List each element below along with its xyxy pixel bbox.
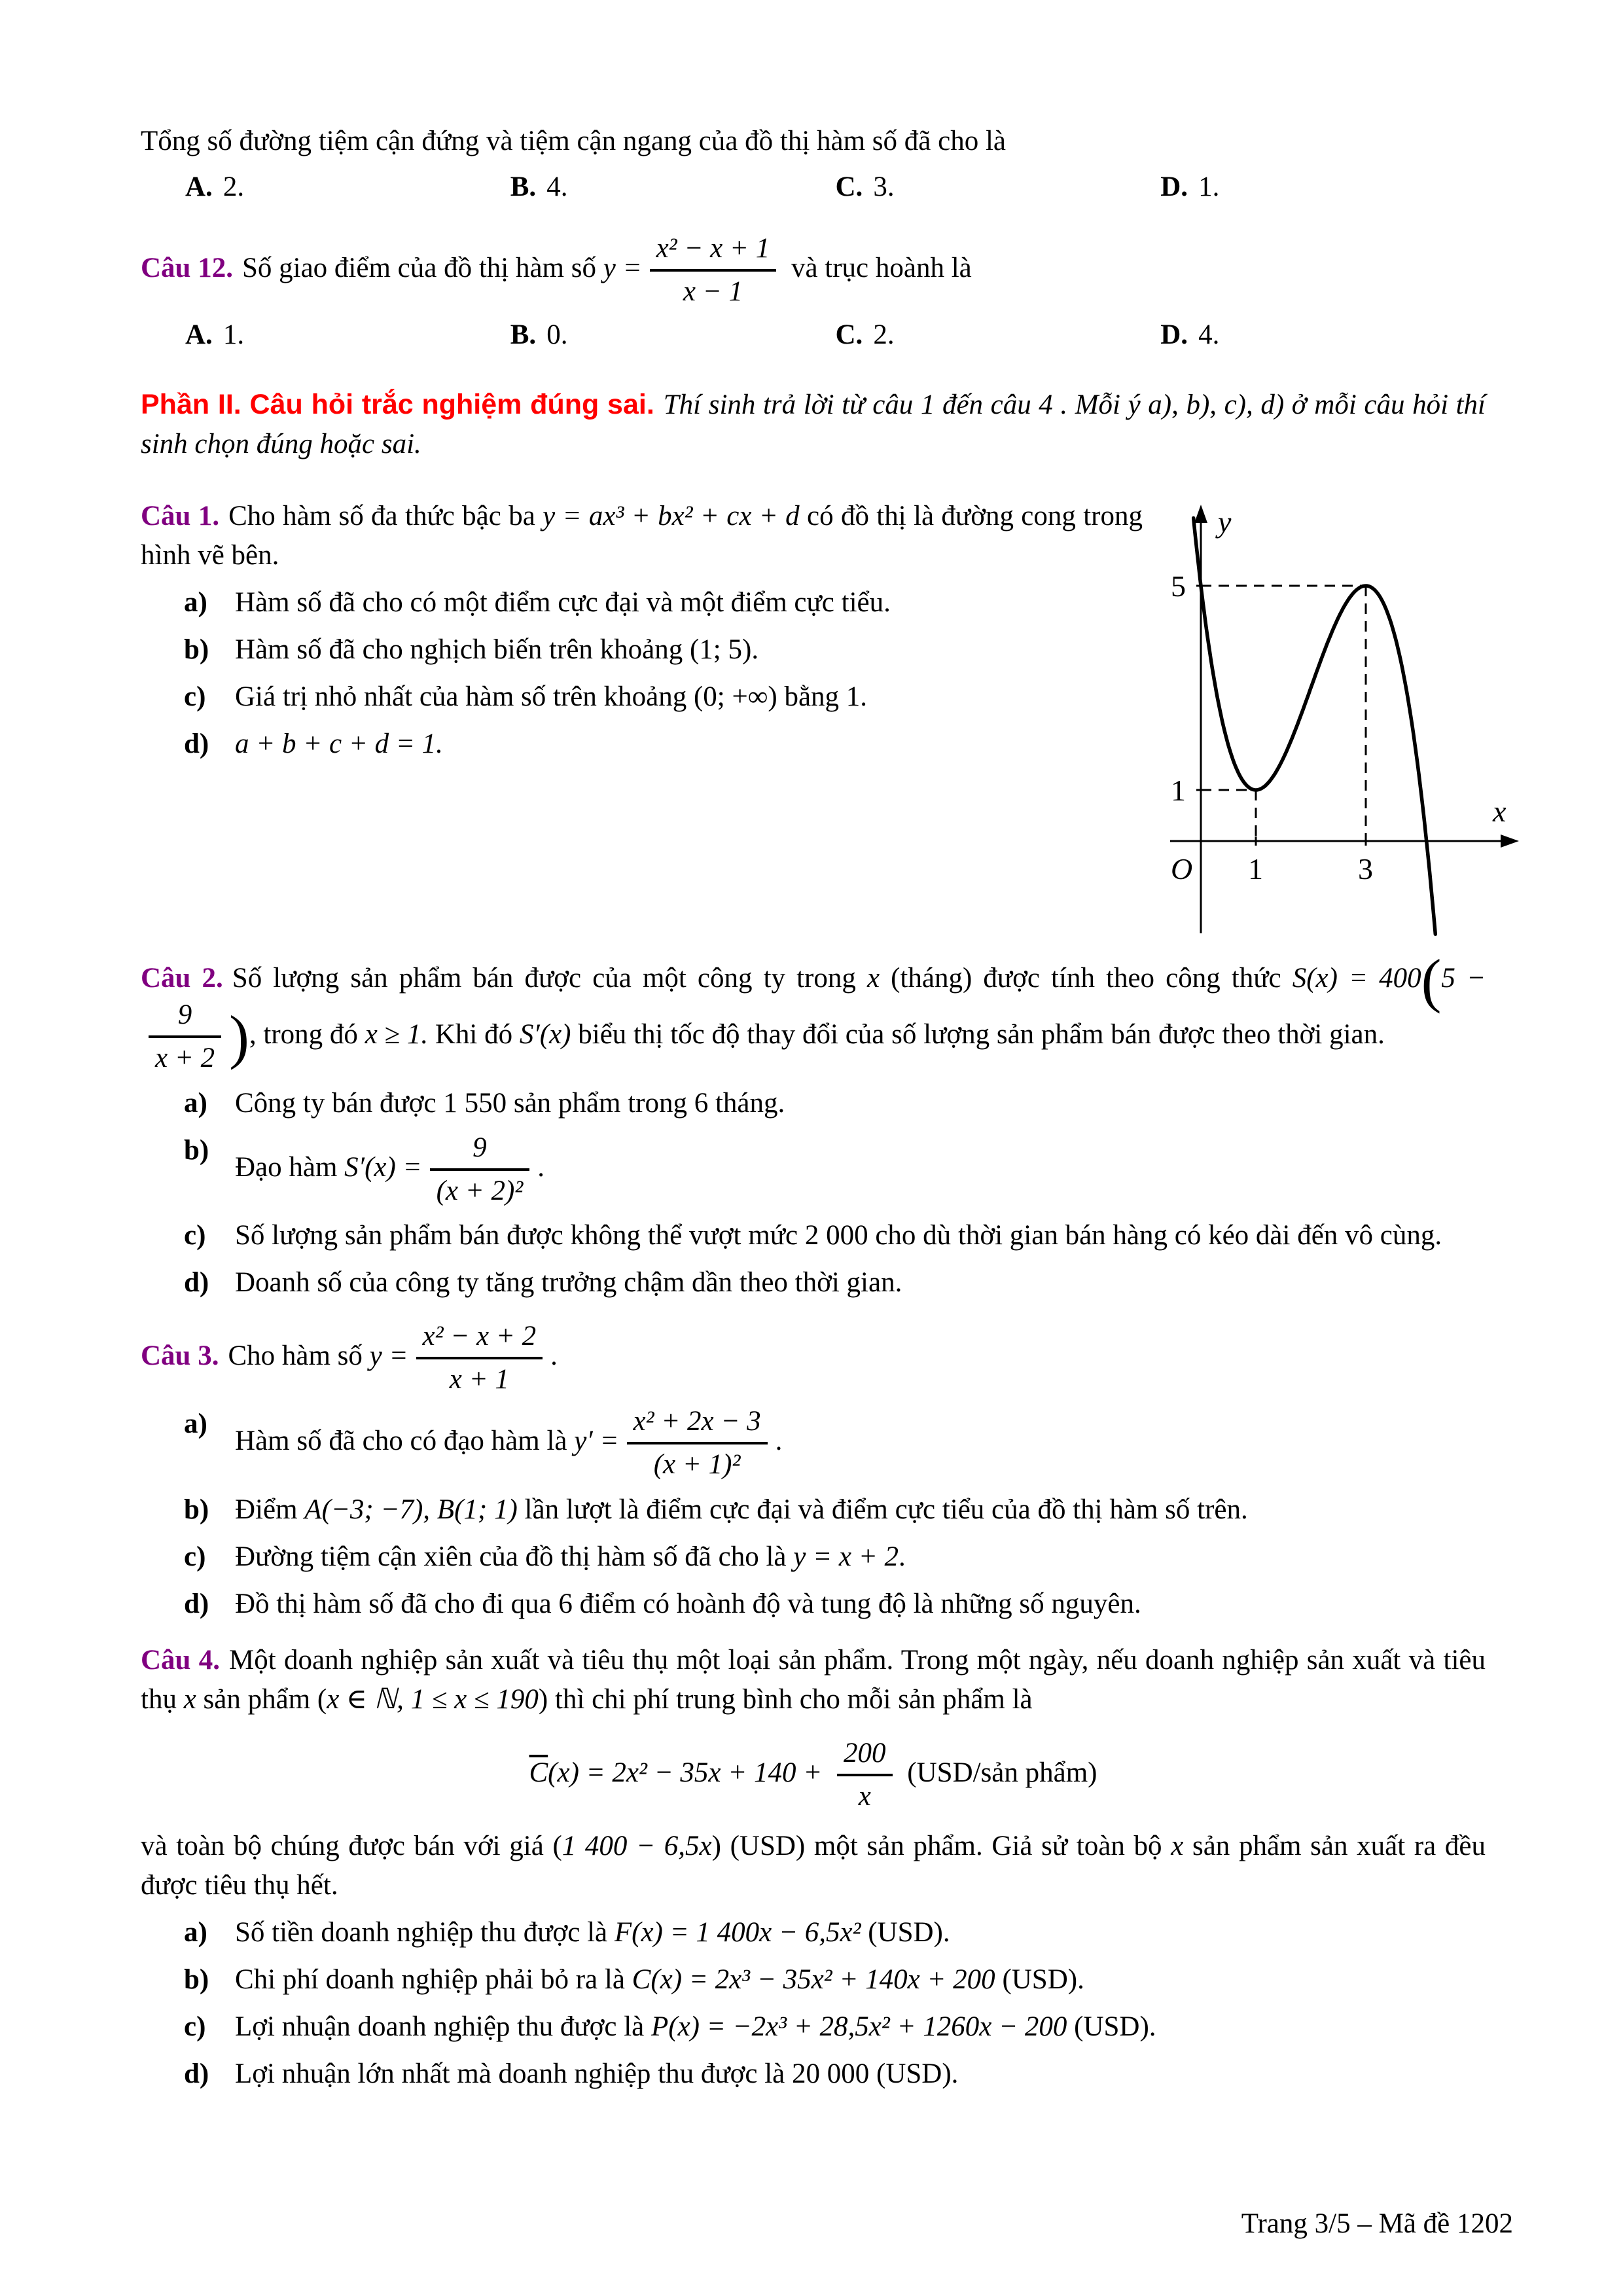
- q4-p1-m2: x ∈ ℕ, 1 ≤ x ≤ 190: [327, 1683, 539, 1715]
- item-text: [235, 2054, 1486, 2094]
- item-label: d): [184, 1266, 209, 1298]
- item-label: b): [184, 1964, 209, 1995]
- item-pre: Số tiền doanh nghiệp thu được là: [235, 1916, 615, 1948]
- option-text: 1.: [223, 319, 245, 351]
- item-label: b): [184, 634, 209, 666]
- item-text: [235, 1960, 1486, 2000]
- item-label: c): [184, 681, 206, 713]
- q2-formula-lhs: S(x) = 400: [1292, 963, 1421, 994]
- q2-stem-7: biểu thị tốc độ thay đổi của số lượng sản phẩm bán được theo thời gian.: [571, 1019, 1385, 1050]
- svg-text:O: O: [1171, 852, 1193, 886]
- item-text: [235, 1490, 1486, 1530]
- part2-paragraph: [141, 385, 1486, 464]
- fraction-denominator: x: [837, 1774, 893, 1814]
- item-text: [235, 1131, 1486, 1208]
- q2-label: Câu 2.: [141, 963, 223, 994]
- option-label: C.: [835, 171, 863, 202]
- item-math: y′ =: [574, 1426, 619, 1457]
- fraction-numerator: x² − x + 1: [656, 233, 770, 264]
- item-text: Công ty bán được 1 550 sản phẩm trong 6 tháng.: [235, 1087, 785, 1119]
- q12-stem-before: Số giao điểm của đồ thị hàm số: [241, 253, 603, 284]
- item-label: b): [184, 1134, 209, 1166]
- q4-fraction: [837, 1736, 893, 1814]
- q1-stem-math: y = ax³ + bx² + cx + d: [543, 501, 800, 532]
- part-2-heading: [141, 385, 1486, 464]
- q11-stem: [141, 122, 1486, 161]
- item-pre: Lợi nhuận doanh nghiệp thu được là: [235, 2011, 652, 2042]
- q1-item-b: [141, 630, 1143, 670]
- option-text: 4.: [1198, 319, 1220, 351]
- fraction-denominator: x − 1: [650, 269, 777, 309]
- q2-item-d: [141, 1263, 1486, 1302]
- option-label: A.: [185, 319, 213, 351]
- fraction-numerator: 9: [473, 1132, 487, 1163]
- item-post: .: [775, 1426, 783, 1457]
- q3-label: Câu 3.: [141, 1340, 219, 1371]
- q3-fraction: [416, 1319, 543, 1397]
- svg-text:1: 1: [1248, 852, 1263, 886]
- option-text: 0.: [546, 319, 568, 351]
- item-text: a + b + c + d = 1.: [235, 728, 443, 760]
- q12-options: [141, 315, 1486, 355]
- q3a-fraction: [627, 1405, 768, 1482]
- fraction-numerator: 200: [844, 1737, 886, 1768]
- q12-label: Câu 12.: [141, 253, 233, 284]
- item-math: y = x + 2: [793, 1541, 899, 1572]
- q12-stem: [141, 232, 1486, 309]
- svg-text:3: 3: [1358, 852, 1373, 886]
- item-pre: Hàm số đã cho có đạo hàm là: [235, 1426, 575, 1457]
- option-d: [1160, 315, 1486, 355]
- q4-p2: [141, 1827, 1486, 1905]
- q3-item-c: [141, 1537, 1486, 1577]
- q4-item-a: [141, 1913, 1486, 1952]
- item-post: lần lượt là điểm cực đại và điểm cực tiểu của đồ thị hàm số trên.: [517, 1494, 1248, 1525]
- option-c: [836, 315, 1161, 355]
- q4-label: Câu 4.: [141, 1644, 221, 1676]
- item-post: (USD).: [995, 1964, 1084, 1995]
- svg-text:x: x: [1493, 795, 1507, 829]
- question-12: [141, 232, 1486, 355]
- svg-text:1: 1: [1171, 774, 1186, 808]
- item-text: Hàm số đã cho có một điểm cực đại và một điểm cực tiểu.: [235, 587, 891, 619]
- item-label: d): [184, 728, 209, 760]
- left-paren: (: [1421, 947, 1442, 1014]
- q4-item-d: [141, 2054, 1486, 2094]
- item-pre: Điểm: [235, 1494, 305, 1525]
- q2-item-b: [141, 1131, 1486, 1208]
- option-label: B.: [510, 319, 537, 351]
- q12-math-lhs: y =: [603, 253, 642, 284]
- q1-item-a: [141, 583, 1143, 622]
- q2-stem-2: (tháng) được tính theo công thức: [880, 963, 1293, 994]
- q2-item-a: [141, 1084, 1486, 1123]
- option-label: A.: [185, 171, 213, 202]
- q3-stem-before: Cho hàm số: [228, 1340, 370, 1371]
- fraction-denominator: (x + 1)²: [627, 1442, 768, 1482]
- option-label: D.: [1160, 171, 1188, 202]
- option-text: 2.: [223, 171, 245, 202]
- cbar: $\overline{C}$: [529, 1757, 548, 1788]
- q1-stem-before: Cho hàm số đa thức bậc ba: [228, 501, 543, 532]
- q3-item-a: [141, 1405, 1486, 1482]
- item-post: (USD).: [1067, 2011, 1156, 2042]
- item-text: [235, 1405, 1486, 1482]
- question-11-tail: [141, 122, 1486, 207]
- q12-stem-after: và trục hoành là: [784, 253, 972, 284]
- item-label: a): [184, 1916, 207, 1948]
- item-pre: Đồ thị hàm số đã cho đi qua 6 điểm có hoành độ và tung độ là những số nguyên.: [235, 1588, 1141, 1619]
- q4-stem: [141, 1641, 1486, 1719]
- q2-stem: [141, 947, 1486, 1075]
- q4-p2-m1: 1 400 − 6,5x: [562, 1830, 712, 1861]
- item-pre: Đường tiệm cận xiên của đồ thị hàm số đã cho là: [235, 1541, 794, 1572]
- q4-p1-t1: Một doanh nghiệp sản xuất và tiêu thụ một loại sản phẩm. Trong một ngày, nếu doanh nghiệp sản xuất và tiêu thụ: [141, 1644, 1486, 1715]
- item-text: [235, 2007, 1486, 2047]
- item-math: S′(x) =: [344, 1151, 422, 1183]
- q2-stem-1: Số lượng sản phẩm bán được của một công ty trong: [232, 963, 867, 994]
- item-label: a): [184, 1087, 207, 1119]
- q2-stem-4: x ≥ 1.: [365, 1019, 429, 1050]
- fraction-numerator: 9: [177, 999, 192, 1031]
- item-math: F(x) = 1 400x − 6,5x²: [614, 1916, 861, 1948]
- item-label: a): [184, 1408, 207, 1440]
- right-paren: ): [229, 1003, 249, 1071]
- item-pre: Đạo hàm: [235, 1151, 345, 1183]
- part2-title: Phần II. Câu hỏi trắc nghiệm đúng sai.: [141, 389, 654, 421]
- question-3: [141, 1319, 1486, 1624]
- q1-stem-after: có đồ thị là đường cong trong hình vẽ bên.: [141, 501, 1143, 571]
- item-label: c): [184, 1541, 206, 1572]
- q1-item-d: [141, 725, 1143, 764]
- item-label: c): [184, 1219, 206, 1251]
- q4-p1-t2: sản phẩm (: [196, 1683, 327, 1715]
- equation-body: (x) = 2x² − 35x + 140 +: [548, 1757, 830, 1788]
- q1-label: Câu 1.: [141, 501, 220, 532]
- q3-stem-after: .: [550, 1340, 558, 1371]
- item-text: Số lượng sản phẩm bán được không thể vượt mức 2 000 cho dù thời gian bán hàng có kéo dài đến vô cùng.: [235, 1219, 1442, 1251]
- fraction-denominator: x + 2: [149, 1035, 221, 1075]
- item-text: [235, 1913, 1486, 1952]
- option-label: B.: [510, 171, 537, 202]
- q2-formula-fraction: [149, 998, 221, 1075]
- q12-fraction: [650, 232, 777, 309]
- item-pre: Lợi nhuận lớn nhất mà doanh nghiệp thu được là 20 000 (USD).: [235, 2058, 959, 2089]
- q1-item-c: [141, 677, 1143, 717]
- footer-text: Trang 3/5 – Mã đề 1202: [1241, 2208, 1513, 2239]
- option-label: C.: [835, 319, 863, 351]
- option-b: [510, 315, 836, 355]
- item-pre: Chi phí doanh nghiệp phải bỏ ra là: [235, 1964, 632, 1995]
- q4-p2-t2: ) (USD) một sản phẩm. Giả sử toàn bộ: [711, 1830, 1171, 1861]
- page-footer: [1241, 2204, 1513, 2244]
- q11-stem-text: Tổng số đường tiệm cận đứng và tiệm cận ngang của đồ thị hàm số đã cho là: [141, 126, 1006, 156]
- option-a: [185, 315, 510, 355]
- question-4: [141, 1641, 1486, 2094]
- q2-stem-5: Khi đó: [428, 1019, 520, 1050]
- option-b: [510, 168, 836, 207]
- q3-item-d: [141, 1585, 1486, 1624]
- item-text: Giá trị nhỏ nhất của hàm số trên khoảng (0; +∞) bằng 1.: [235, 681, 868, 713]
- option-label: D.: [1160, 319, 1188, 351]
- q4-p2-m2: x: [1171, 1830, 1184, 1861]
- q3-stem: [141, 1319, 1486, 1397]
- cubic-graph-svg: [1165, 501, 1522, 936]
- q4-item-c: [141, 2007, 1486, 2047]
- item-label: b): [184, 1494, 209, 1525]
- q2-stem-3: , trong đó: [249, 1019, 365, 1050]
- option-text: 3.: [873, 171, 895, 202]
- item-text: [235, 1585, 1486, 1624]
- part2-note: Thí sinh trả lời từ câu 1 đến câu 4 . Mỗi ý a), b), c), d) ở mỗi câu hỏi thí sinh chọn đúng hoặc sai.: [141, 389, 1486, 460]
- q11-options: [141, 168, 1486, 207]
- item-math: P(x) = −2x³ + 28,5x² + 1260x − 200: [651, 2011, 1067, 2042]
- q3-item-b: [141, 1490, 1486, 1530]
- option-d: [1160, 168, 1486, 207]
- q1-graph: [1165, 501, 1531, 947]
- question-1: [141, 497, 1507, 886]
- item-text: [235, 1537, 1486, 1577]
- option-a: [185, 168, 510, 207]
- item-label: d): [184, 2058, 209, 2089]
- q2-formula-inner: 5 −: [1441, 963, 1486, 994]
- option-text: 4.: [546, 171, 568, 202]
- item-text: Hàm số đã cho nghịch biến trên khoảng (1; 5).: [235, 634, 759, 666]
- option-text: 1.: [1198, 171, 1220, 202]
- option-c: [836, 168, 1161, 207]
- question-2: [141, 947, 1486, 1302]
- q4-p1-t3: ) thì chi phí trung bình cho mỗi sản phẩm là: [538, 1683, 1033, 1715]
- item-math: A(−3; −7), B(1; 1): [304, 1494, 518, 1525]
- item-post: .: [898, 1541, 906, 1572]
- equation-unit: (USD/sản phẩm): [900, 1757, 1097, 1788]
- q4-p1-m1: x: [183, 1683, 196, 1715]
- q3-math-lhs: y =: [369, 1340, 408, 1371]
- fraction-denominator: (x + 2)²: [430, 1168, 530, 1208]
- fraction-numerator: x² + 2x − 3: [633, 1406, 761, 1437]
- q2-stem-x: x: [866, 963, 880, 994]
- q4-p2-t3: sản phẩm sản xuất ra đều được tiêu thụ hết.: [141, 1830, 1486, 1901]
- q2-stem-6: S′(x): [519, 1019, 571, 1050]
- q2-item-c: [141, 1216, 1486, 1255]
- fraction-denominator: x + 1: [416, 1357, 543, 1397]
- item-label: c): [184, 2011, 206, 2042]
- fraction-numerator: x² − x + 2: [422, 1320, 537, 1352]
- q4-p2-t1: và toàn bộ chúng được bán với giá (: [141, 1830, 562, 1861]
- item-label: d): [184, 1588, 209, 1619]
- q2b-fraction: [430, 1131, 530, 1208]
- q4-item-b: [141, 1960, 1486, 2000]
- q4-display-equation: [141, 1736, 1486, 1814]
- option-text: 2.: [873, 319, 895, 351]
- item-post: (USD).: [861, 1916, 950, 1948]
- item-text: Doanh số của công ty tăng trưởng chậm dần theo thời gian.: [235, 1266, 902, 1298]
- item-math: C(x) = 2x³ − 35x² + 140x + 200: [632, 1964, 995, 1995]
- svg-text:y: y: [1218, 505, 1232, 539]
- item-label: a): [184, 587, 207, 619]
- item-post: .: [537, 1151, 544, 1183]
- svg-text:5: 5: [1171, 569, 1186, 603]
